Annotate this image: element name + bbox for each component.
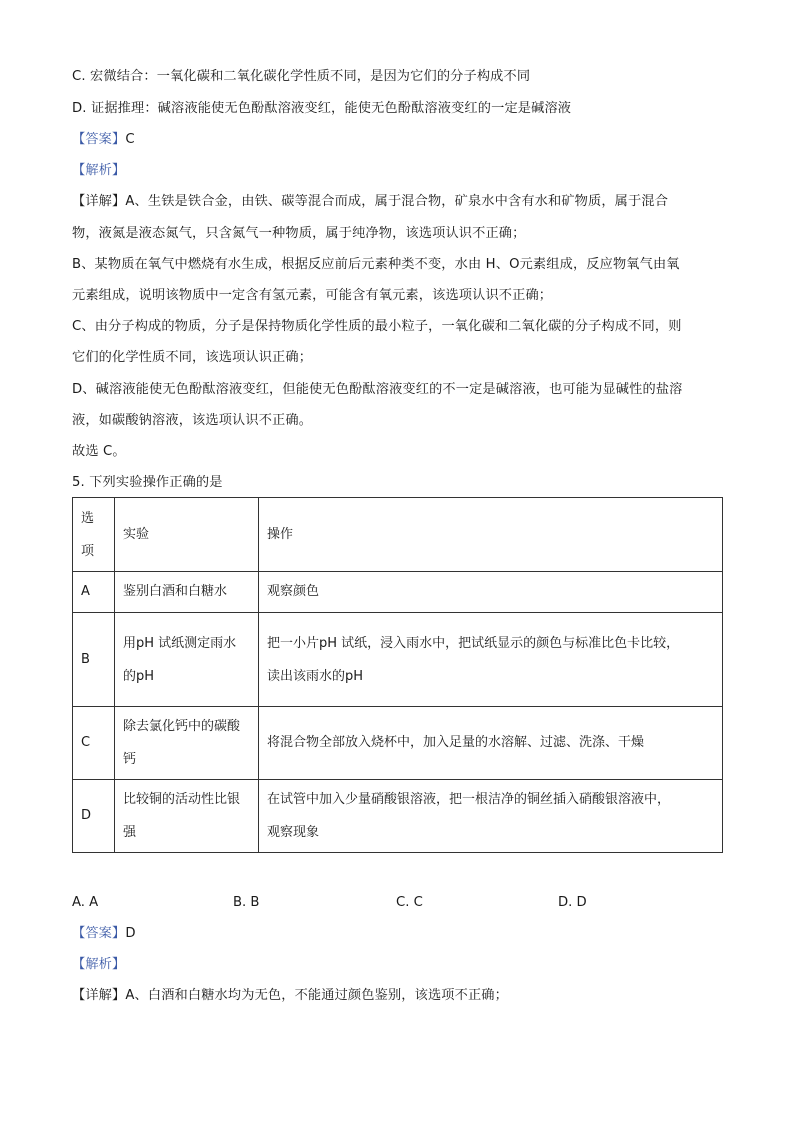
row-operation — [259, 613, 723, 707]
q4-detail-line-6: 它们的化学性质不同，该选项认识正确； — [72, 350, 313, 365]
row-key: A — [73, 572, 115, 613]
q5-analysis-tag — [72, 955, 732, 975]
answer-value: D — [125, 926, 136, 941]
experiment-line1: 除去氯化钙中的碳酸 — [123, 719, 241, 734]
detail-tag: 【详解】 — [72, 988, 126, 1003]
row-key: B — [73, 613, 115, 707]
operation-line2: 观察现象 — [267, 825, 320, 840]
row-operation: 将混合物全部放入烧杯中，加入足量的水溶解、过滤、洗涤、干燥 — [259, 707, 723, 780]
q4-detail-line-7: D、碱溶液能使无色酚酞溶液变红，但能使无色酚酞溶液变红的不一定是碱溶液，也可能为显碱性的盐溶 — [72, 382, 683, 397]
header-key-line2: 项 — [81, 543, 95, 559]
row-experiment — [115, 613, 259, 707]
q4-analysis-tag — [72, 161, 732, 181]
table-row — [73, 707, 723, 780]
experiment-line2: 强 — [123, 825, 137, 840]
q4-detail-line-2: 物，液氮是液态氮气，只含氮气一种物质，属于纯净物，该选项认识不正确； — [72, 226, 526, 241]
experiment-line2: 钙 — [123, 752, 137, 767]
q5-stem: 5. 下列实验操作正确的是 — [72, 475, 223, 490]
q4-detail-line-1 — [72, 192, 732, 212]
option-d: D. D — [558, 895, 587, 910]
q4-detail-line-8: 液，如碳酸钠溶液，该选项认识不正确。 — [72, 413, 313, 428]
header-key — [73, 498, 115, 572]
analysis-tag: 【解析】 — [72, 163, 126, 178]
option-b: B. B — [233, 895, 260, 910]
q5-detail-line-1 — [72, 986, 732, 1006]
header-key-line1: 选 — [81, 510, 95, 526]
answer-value: C — [125, 132, 135, 147]
row-experiment: 鉴别白酒和白糖水 — [115, 572, 259, 613]
experiment-line2: 的pH — [123, 668, 155, 684]
table-header-row — [73, 498, 723, 572]
row-operation: 观察颜色 — [259, 572, 723, 613]
detail-tag: 【详解】 — [72, 194, 126, 209]
q4-answer — [72, 130, 732, 150]
detail-text: A、生铁是铁合金，由铁、碳等混合而成，属于混合物，矿泉水中含有水和矿物质，属于混合 — [125, 194, 669, 209]
q4-option-d: D. 证据推理：碱溶液能使无色酚酞溶液变红，能使无色酚酞溶液变红的一定是碱溶液 — [72, 101, 572, 116]
table-row — [73, 780, 723, 853]
q4-detail-line-5: C、由分子构成的物质，分子是保持物质化学性质的最小粒子，一氧化碳和二氧化碳的分子构成不同，则 — [72, 319, 682, 334]
answer-tag: 【答案】 — [72, 132, 126, 147]
analysis-tag: 【解析】 — [72, 957, 126, 972]
row-experiment — [115, 707, 259, 780]
operation-line2: 读出该雨水的pH — [267, 668, 364, 684]
option-a: A. A — [72, 895, 99, 910]
q5-answer — [72, 924, 732, 944]
answer-tag: 【答案】 — [72, 926, 126, 941]
table-row — [73, 613, 723, 707]
detail-text: A、白酒和白糖水均为无色，不能通过颜色鉴别，该选项不正确； — [125, 988, 508, 1003]
q4-option-c: C. 宏微结合：一氧化碳和二氧化碳化学性质不同，是因为它们的分子构成不同 — [72, 69, 531, 84]
header-operation: 操作 — [259, 498, 723, 572]
row-key: D — [73, 780, 115, 853]
q4-conclusion: 故选 C。 — [72, 444, 126, 459]
operation-line1: 把一小片pH 试纸，浸入雨水中，把试纸显示的颜色与标准比色卡比较， — [267, 635, 680, 651]
q4-detail-line-3: B、某物质在氧气中燃烧有水生成，根据反应前后元素种类不变，水由 H、O元素组成，反应物氧气由氧 — [72, 257, 680, 272]
table-row — [73, 572, 723, 613]
option-c: C. C — [396, 895, 423, 910]
experiment-line1: 比较铜的活动性比银 — [123, 792, 241, 807]
header-experiment: 实验 — [115, 498, 259, 572]
experiment-line1: 用pH 试纸测定雨水 — [123, 635, 237, 651]
q4-detail-line-4: 元素组成，说明该物质中一定含有氢元素，可能含有氧元素，该选项认识不正确； — [72, 288, 553, 303]
row-experiment — [115, 780, 259, 853]
operation-line1: 在试管中加入少量硝酸银溶液，把一根洁净的铜丝插入硝酸银溶液中， — [267, 792, 671, 807]
row-key: C — [73, 707, 115, 780]
row-operation — [259, 780, 723, 853]
experiment-table — [72, 497, 723, 853]
